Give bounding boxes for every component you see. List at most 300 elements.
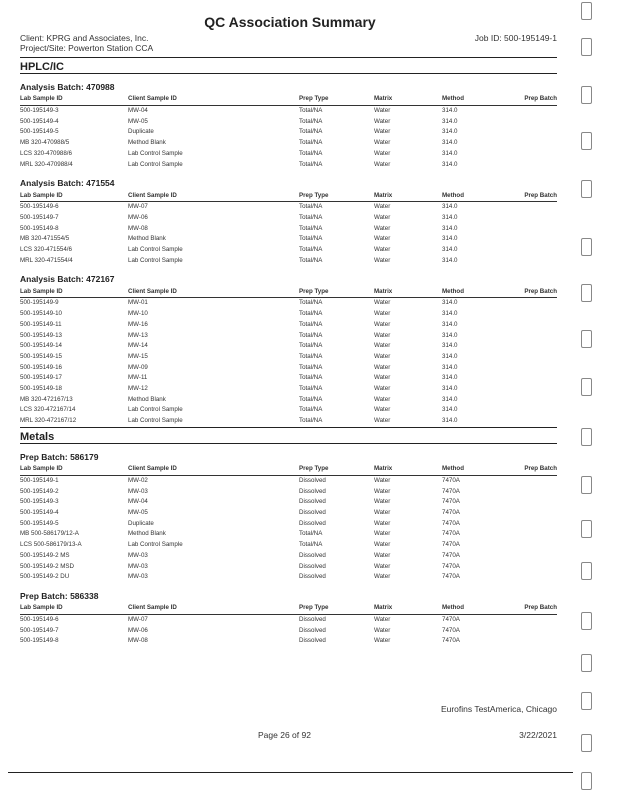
table-row <box>20 395 557 406</box>
table-cell: Water <box>374 117 391 125</box>
table-row <box>20 202 557 213</box>
column-header: Prep Type <box>299 603 374 615</box>
table-cell: 314.0 <box>442 363 458 371</box>
table-row <box>20 405 557 416</box>
column-header: Method <box>442 286 502 298</box>
table-cell: 7470A <box>442 573 460 581</box>
table-cell: 7470A <box>442 530 460 538</box>
table-cell: MW-04 <box>128 107 148 114</box>
table-cell: 500-195149-8 <box>20 637 59 645</box>
table-cell: Duplicate <box>128 128 154 136</box>
table-cell: 314.0 <box>442 299 458 307</box>
table-cell: Dissolved <box>299 562 326 570</box>
table-cell: Total/NA <box>299 160 323 168</box>
column-header: Client Sample ID <box>128 286 299 298</box>
column-header: Prep Type <box>299 190 374 202</box>
table-cell: Total/NA <box>299 310 323 318</box>
table-cell: 500-195149-6 <box>20 615 59 623</box>
table-cell: 314.0 <box>442 406 458 414</box>
table-cell: Total/NA <box>299 385 323 393</box>
batch-table <box>20 190 557 266</box>
table-header-row <box>20 94 557 106</box>
table-cell: MW-15 <box>128 352 148 360</box>
table-row <box>20 331 557 342</box>
table-cell <box>502 614 557 625</box>
table-cell: Water <box>374 299 391 307</box>
table-cell <box>502 562 557 573</box>
table-cell: Water <box>374 224 391 232</box>
index-tab[interactable] <box>581 562 592 580</box>
table-cell <box>502 395 557 406</box>
table-cell: Dissolved <box>299 476 326 484</box>
table-cell: 7470A <box>442 541 460 549</box>
table-cell: 500-195149-3 <box>20 107 59 114</box>
table-cell: Water <box>374 551 391 559</box>
table-cell <box>502 202 557 213</box>
table-cell: Water <box>374 541 391 549</box>
table-cell: Lab Control Sample <box>128 160 183 168</box>
table-cell: Water <box>374 342 391 350</box>
table-cell: 7470A <box>442 626 460 634</box>
table-cell: MW-02 <box>128 476 148 484</box>
table-cell: Water <box>374 139 391 147</box>
table-row <box>20 551 557 562</box>
table-cell: Water <box>374 331 391 339</box>
table-cell: Water <box>374 487 391 495</box>
table-cell: 314.0 <box>442 331 458 339</box>
table-cell <box>502 352 557 363</box>
lab-name: Eurofins TestAmerica, Chicago <box>440 704 557 714</box>
table-cell: 500-195149-15 <box>20 352 62 360</box>
table-cell: Dissolved <box>299 637 326 645</box>
report-body <box>20 57 557 647</box>
table-cell: LCS 320-471554/6 <box>20 246 72 254</box>
table-cell: Water <box>374 352 391 360</box>
batch-table <box>20 603 557 647</box>
table-cell <box>502 572 557 583</box>
table-header-row <box>20 603 557 615</box>
index-tab[interactable] <box>581 2 592 20</box>
table-cell: MW-03 <box>128 573 148 581</box>
table-cell: Water <box>374 626 391 634</box>
table-cell: 500-195149-16 <box>20 363 62 371</box>
table-row <box>20 626 557 637</box>
table-cell: Water <box>374 615 391 623</box>
table-cell: Method Blank <box>128 530 166 538</box>
table-cell: 500-195149-3 <box>20 498 59 506</box>
table-cell <box>502 529 557 540</box>
table-cell: 314.0 <box>442 224 458 232</box>
table-row <box>20 234 557 245</box>
table-cell: Water <box>374 573 391 581</box>
table-cell: MW-06 <box>128 213 148 221</box>
table-cell: 500-195149-14 <box>20 342 62 350</box>
client-name: Client: KPRG and Associates, Inc. <box>20 33 149 43</box>
table-cell: Dissolved <box>299 551 326 559</box>
table-cell: 500-195149-10 <box>20 310 62 318</box>
table-cell: 500-195149-2 DU <box>20 573 70 581</box>
table-cell: Water <box>374 374 391 382</box>
table-cell <box>502 224 557 235</box>
section-bottom-rule <box>20 443 557 444</box>
table-header-row <box>20 286 557 298</box>
table-row <box>20 614 557 625</box>
table-cell <box>502 245 557 256</box>
index-tab[interactable] <box>581 86 592 104</box>
table-cell <box>502 117 557 128</box>
table-cell: Lab Control Sample <box>128 149 183 157</box>
batch-table <box>20 464 557 583</box>
table-row <box>20 487 557 498</box>
table-row <box>20 106 557 117</box>
table-cell: MW-07 <box>128 203 148 211</box>
batch-title: Analysis Batch: 471554 <box>20 178 115 189</box>
table-cell: MW-05 <box>128 117 148 125</box>
column-header: Method <box>442 464 502 476</box>
index-tab[interactable] <box>581 654 592 672</box>
table-cell <box>502 149 557 160</box>
table-cell: Water <box>374 246 391 254</box>
table-cell: Water <box>374 160 391 168</box>
column-header: Lab Sample ID <box>20 190 128 202</box>
table-cell: Total/NA <box>299 213 323 221</box>
table-cell: Method Blank <box>128 139 166 147</box>
index-tab[interactable] <box>581 476 592 494</box>
index-tab[interactable] <box>581 180 592 198</box>
column-header: Method <box>442 190 502 202</box>
column-header: Prep Type <box>299 94 374 106</box>
table-cell <box>502 373 557 384</box>
index-tab[interactable] <box>581 38 592 56</box>
index-tab[interactable] <box>581 428 592 446</box>
table-cell: Dissolved <box>299 626 326 634</box>
table-cell: 500-195149-17 <box>20 374 62 382</box>
table-cell: Lab Control Sample <box>128 406 183 414</box>
column-header: Prep Batch <box>502 603 557 615</box>
table-cell: Total/NA <box>299 320 323 328</box>
table-cell: Total/NA <box>299 107 323 114</box>
table-cell: 314.0 <box>442 203 458 211</box>
table-row <box>20 562 557 573</box>
table-cell: Water <box>374 395 391 403</box>
table-cell: Dissolved <box>299 573 326 581</box>
table-cell: LCS 320-470988/6 <box>20 149 72 157</box>
table-row <box>20 160 557 171</box>
table-cell: 7470A <box>442 476 460 484</box>
column-header: Prep Type <box>299 464 374 476</box>
table-cell: MW-11 <box>128 374 148 382</box>
table-cell: Total/NA <box>299 374 323 382</box>
table-cell: Total/NA <box>299 203 323 211</box>
table-cell: MW-01 <box>128 299 148 307</box>
table-cell: MW-03 <box>128 562 148 570</box>
batch-title: Prep Batch: 586338 <box>20 590 99 601</box>
report-date: 3/22/2021 <box>519 730 557 740</box>
table-cell <box>502 519 557 530</box>
table-cell: 500-195149-1 <box>20 476 59 484</box>
column-header: Client Sample ID <box>128 190 299 202</box>
table-cell: 500-195149-2 MS <box>20 551 70 559</box>
table-cell: Water <box>374 562 391 570</box>
section-title: HPLC/IC <box>20 61 64 73</box>
table-cell <box>502 626 557 637</box>
table-cell: 314.0 <box>442 128 458 136</box>
table-cell: 314.0 <box>442 320 458 328</box>
table-row <box>20 245 557 256</box>
column-header: Lab Sample ID <box>20 94 128 106</box>
table-cell: 7470A <box>442 508 460 516</box>
table-cell <box>502 487 557 498</box>
table-cell: 7470A <box>442 487 460 495</box>
table-cell: MW-03 <box>128 551 148 559</box>
table-cell: 314.0 <box>442 107 458 114</box>
index-tab[interactable] <box>581 612 592 630</box>
table-cell: 314.0 <box>442 117 458 125</box>
table-row <box>20 256 557 267</box>
table-cell: Water <box>374 310 391 318</box>
table-cell <box>502 416 557 427</box>
section-title: Metals <box>20 430 55 443</box>
table-cell: Total/NA <box>299 541 323 549</box>
table-row <box>20 309 557 320</box>
table-cell: Water <box>374 235 391 243</box>
table-row <box>20 475 557 486</box>
table-cell: MW-09 <box>128 363 148 371</box>
table-cell: Total/NA <box>299 417 323 425</box>
table-cell: Water <box>374 256 391 264</box>
table-row <box>20 117 557 128</box>
table-cell: MW-06 <box>128 626 148 634</box>
index-tab[interactable] <box>581 734 592 752</box>
column-header: Client Sample ID <box>128 464 299 476</box>
table-cell: MB 320-470988/5 <box>20 139 70 147</box>
index-tab[interactable] <box>581 330 592 348</box>
table-row <box>20 224 557 235</box>
table-cell: Total/NA <box>299 256 323 264</box>
table-cell: 314.0 <box>442 213 458 221</box>
table-cell: MB 320-471554/5 <box>20 235 70 243</box>
index-tab[interactable] <box>581 132 592 150</box>
table-cell: Total/NA <box>299 406 323 414</box>
table-cell: 7470A <box>442 519 460 527</box>
table-cell: 7470A <box>442 637 460 645</box>
table-cell: Water <box>374 519 391 527</box>
table-cell: MW-03 <box>128 487 148 495</box>
table-cell: 7470A <box>442 498 460 506</box>
table-cell: Dissolved <box>299 615 326 623</box>
table-cell: 500-195149-7 <box>20 213 59 221</box>
table-row <box>20 636 557 647</box>
table-row <box>20 519 557 530</box>
batch-title: Analysis Batch: 472167 <box>20 274 115 285</box>
table-cell: Water <box>374 406 391 414</box>
table-cell: 500-195149-2 <box>20 487 59 495</box>
column-header: Prep Type <box>299 286 374 298</box>
table-row <box>20 363 557 374</box>
table-cell: 7470A <box>442 551 460 559</box>
table-cell: LCS 500-586179/13-A <box>20 541 82 549</box>
table-cell: Water <box>374 637 391 645</box>
table-cell: Dissolved <box>299 519 326 527</box>
table-cell: 500-195149-8 <box>20 224 59 232</box>
table-cell <box>502 508 557 519</box>
table-header-row <box>20 190 557 202</box>
table-cell <box>502 106 557 117</box>
client-info <box>20 33 153 53</box>
table-cell: 314.0 <box>442 310 458 318</box>
table-row <box>20 213 557 224</box>
batch-table <box>20 286 557 426</box>
column-header: Lab Sample ID <box>20 286 128 298</box>
column-header: Matrix <box>374 603 442 615</box>
table-cell: Water <box>374 203 391 211</box>
table-cell: 500-195149-18 <box>20 385 62 393</box>
table-cell: Dissolved <box>299 498 326 506</box>
table-cell: Total/NA <box>299 395 323 403</box>
index-tab[interactable] <box>581 378 592 396</box>
table-row <box>20 320 557 331</box>
table-cell: MB 500-586179/12-A <box>20 530 79 538</box>
page-number: Page 26 of 92 <box>258 730 311 740</box>
project-site: Project/Site: Powerton Station CCA <box>20 43 154 53</box>
table-cell: 500-195149-5 <box>20 128 59 136</box>
table-cell: 7470A <box>442 562 460 570</box>
table-cell: Total/NA <box>299 331 323 339</box>
table-cell: Method Blank <box>128 235 166 243</box>
table-cell: MRL 320-471554/4 <box>20 256 73 264</box>
table-cell: Water <box>374 476 391 484</box>
column-header: Client Sample ID <box>128 94 299 106</box>
index-tabs <box>578 0 618 800</box>
table-row <box>20 508 557 519</box>
table-cell: 500-195149-6 <box>20 203 59 211</box>
table-cell: 500-195149-2 MSD <box>20 562 75 570</box>
page-title: QC Association Summary <box>204 14 376 30</box>
table-cell: Water <box>374 107 391 114</box>
table-cell: 314.0 <box>442 374 458 382</box>
table-cell <box>502 256 557 267</box>
table-cell: Total/NA <box>299 117 323 125</box>
table-cell: Lab Control Sample <box>128 256 183 264</box>
table-row <box>20 384 557 395</box>
table-cell: MW-07 <box>128 615 148 623</box>
table-cell <box>502 540 557 551</box>
table-row <box>20 529 557 540</box>
table-cell: MW-14 <box>128 342 148 350</box>
table-cell <box>502 298 557 309</box>
table-cell: Total/NA <box>299 224 323 232</box>
column-header: Matrix <box>374 190 442 202</box>
index-tab[interactable] <box>581 238 592 256</box>
table-cell <box>502 636 557 647</box>
table-row <box>20 497 557 508</box>
table-cell: 314.0 <box>442 385 458 393</box>
table-cell: 500-195149-4 <box>20 117 59 125</box>
table-cell: Lab Control Sample <box>128 541 183 549</box>
batch-title: Analysis Batch: 470988 <box>20 82 115 92</box>
table-row <box>20 373 557 384</box>
table-cell <box>502 341 557 352</box>
table-cell: Total/NA <box>299 128 323 136</box>
table-cell: 500-195149-13 <box>20 331 62 339</box>
table-row <box>20 138 557 149</box>
column-header: Method <box>442 603 502 615</box>
table-row <box>20 127 557 138</box>
table-cell: Water <box>374 417 391 425</box>
table-cell: 314.0 <box>442 149 458 157</box>
column-header: Matrix <box>374 94 442 106</box>
table-cell: 314.0 <box>442 235 458 243</box>
table-cell: Total/NA <box>299 363 323 371</box>
table-cell: MW-13 <box>128 331 148 339</box>
table-cell <box>502 551 557 562</box>
table-cell: 314.0 <box>442 160 458 168</box>
job-id: Job ID: 500-195149-1 <box>474 33 557 43</box>
table-cell: 500-195149-4 <box>20 508 59 516</box>
table-cell: Water <box>374 320 391 328</box>
table-cell: Dissolved <box>299 487 326 495</box>
bottom-divider <box>8 772 573 773</box>
table-cell <box>502 138 557 149</box>
table-cell: 314.0 <box>442 139 458 147</box>
column-header: Lab Sample ID <box>20 603 128 615</box>
table-row <box>20 149 557 160</box>
table-cell <box>502 475 557 486</box>
table-cell: MW-08 <box>128 637 148 645</box>
table-row <box>20 572 557 583</box>
table-cell: Water <box>374 128 391 136</box>
column-header: Matrix <box>374 286 442 298</box>
table-cell <box>502 213 557 224</box>
table-cell <box>502 160 557 171</box>
column-header: Prep Batch <box>502 286 557 298</box>
table-cell: Total/NA <box>299 235 323 243</box>
index-tab[interactable] <box>581 520 592 538</box>
table-header-row <box>20 464 557 476</box>
table-cell: 314.0 <box>442 417 458 425</box>
table-cell: 500-195149-9 <box>20 299 59 307</box>
table-cell: 314.0 <box>442 256 458 264</box>
table-cell <box>502 234 557 245</box>
table-cell: Total/NA <box>299 342 323 350</box>
index-tab[interactable] <box>581 692 592 710</box>
table-cell: Total/NA <box>299 352 323 360</box>
table-cell: Total/NA <box>299 139 323 147</box>
index-tab[interactable] <box>581 284 592 302</box>
table-cell: Water <box>374 149 391 157</box>
table-cell: Lab Control Sample <box>128 246 183 254</box>
table-cell: MW-05 <box>128 508 148 516</box>
table-cell: MW-12 <box>128 385 148 393</box>
table-cell: MRL 320-470988/4 <box>20 160 73 168</box>
table-cell: 314.0 <box>442 342 458 350</box>
table-row <box>20 298 557 309</box>
column-header: Client Sample ID <box>128 603 299 615</box>
table-cell: Water <box>374 530 391 538</box>
batch-table <box>20 94 557 170</box>
table-cell: LCS 320-472167/14 <box>20 406 76 414</box>
table-cell: 314.0 <box>442 395 458 403</box>
index-tab[interactable] <box>581 772 592 790</box>
table-cell: Water <box>374 363 391 371</box>
table-cell <box>502 497 557 508</box>
table-cell: Dissolved <box>299 508 326 516</box>
table-cell: Lab Control Sample <box>128 417 183 425</box>
section-bottom-rule <box>20 73 557 74</box>
table-cell <box>502 384 557 395</box>
table-cell: Water <box>374 385 391 393</box>
table-cell: 7470A <box>442 615 460 623</box>
